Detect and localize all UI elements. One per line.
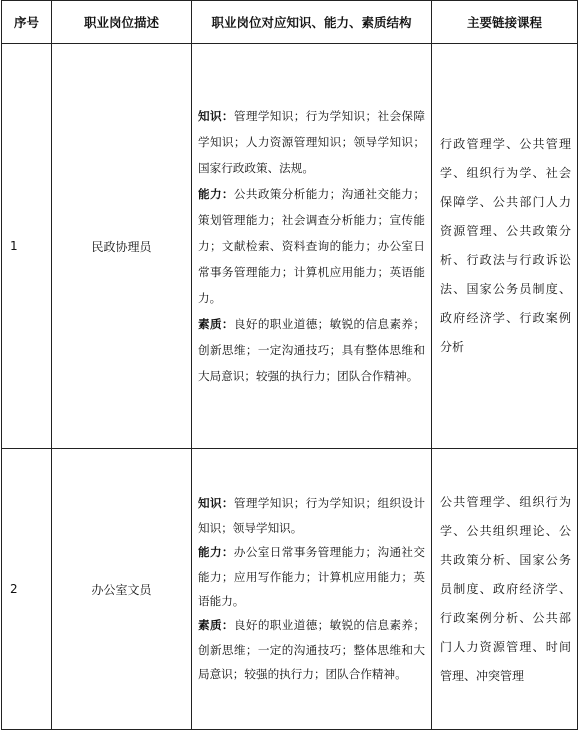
quality-paragraph (198, 311, 425, 389)
structure-cell (192, 44, 432, 449)
table-row (2, 44, 578, 449)
ability-label: 能力： (198, 187, 234, 201)
quality-text: 良好的职业道德；敏锐的信息素养；创新思维；一定的沟通技巧；整体思维和大局意识；较强的执行力；团队合作精神。 (198, 618, 425, 682)
header-structure: 职业岗位对应知识、能力、素质结构 (192, 1, 432, 44)
quality-paragraph (198, 613, 425, 686)
structure-cell (192, 449, 432, 730)
career-table (1, 0, 578, 730)
header-no: 序号 (2, 1, 52, 44)
quality-label: 素质： (198, 317, 234, 331)
row-number: 1 (2, 44, 52, 449)
ability-paragraph (198, 540, 425, 613)
table-row (2, 449, 578, 730)
header-row (2, 1, 578, 44)
ability-text: 公共政策分析能力；沟通社交能力；策划管理能力；社会调查分析能力；宣传能力；文献检索、资料查询的能力；办公室日常事务管理能力；计算机应用能力；英语能力。 (198, 187, 425, 305)
ability-label: 能力： (198, 545, 234, 560)
ability-paragraph (198, 181, 425, 311)
quality-label: 素质： (198, 618, 234, 633)
knowledge-paragraph (198, 103, 425, 181)
ability-text: 办公室日常事务管理能力；沟通社交能力；应用写作能力；计算机应用能力；英语能力。 (198, 545, 425, 608)
header-post: 职业岗位描述 (52, 1, 192, 44)
header-courses: 主要链接课程 (432, 1, 578, 44)
post-description: 民政协理员 (52, 44, 192, 449)
post-description: 办公室文员 (52, 449, 192, 730)
quality-text: 良好的职业道德；敏锐的信息素养；创新思维；一定沟通技巧；具有整体思维和大局意识；较强的执行力；团队合作精神。 (198, 317, 425, 383)
knowledge-paragraph (198, 491, 425, 540)
knowledge-text: 管理学知识；行为学知识；社会保障学知识；人力资源管理知识；领导学知识；国家行政政策、法规。 (198, 109, 425, 175)
row-number: 2 (2, 449, 52, 730)
knowledge-label: 知识： (198, 496, 234, 511)
courses-cell: 行政管理学、公共管理学、组织行为学、社会保障学、公共部门人力资源管理、公共政策分析、行政法与行政诉讼法、国家公务员制度、政府经济学、行政案例分析 (432, 44, 578, 449)
knowledge-label: 知识： (198, 109, 234, 123)
courses-cell: 公共管理学、组织行为学、公共组织理论、公共政策分析、国家公务员制度、政府经济学、行政案例分析、公共部门人力资源管理、时间管理、冲突管理 (432, 449, 578, 730)
knowledge-text: 管理学知识；行为学知识；组织设计知识；领导学知识。 (198, 496, 425, 535)
